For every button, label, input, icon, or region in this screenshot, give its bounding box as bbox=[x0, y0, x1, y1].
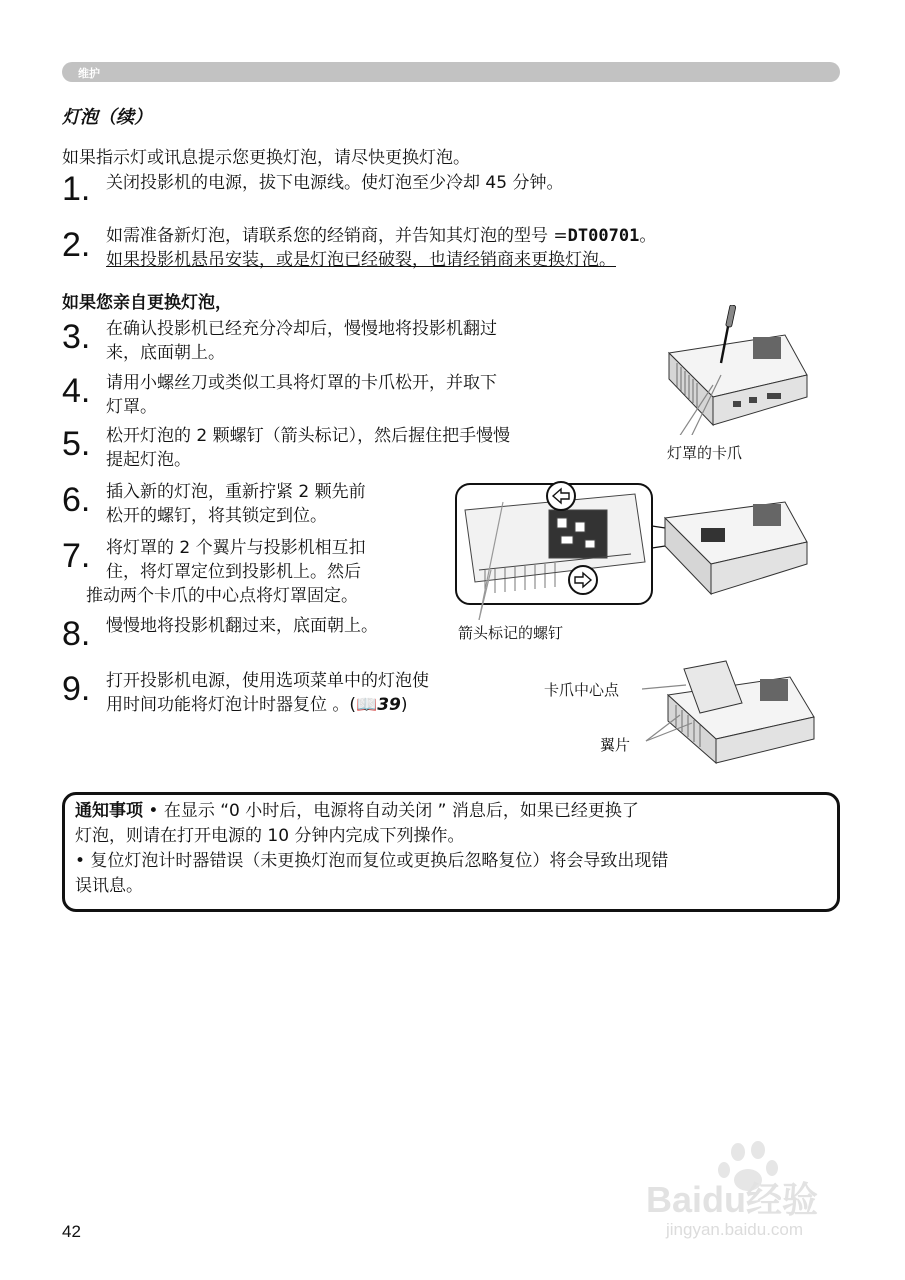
step-6-line2: 松开的螺钉，将其锁定到位。 bbox=[106, 506, 327, 526]
watermark-brand: Baidu经验 bbox=[646, 1179, 819, 1220]
notice-title: 通知事项 bbox=[75, 801, 143, 821]
self-replace-subhead: 如果您亲自更换灯泡， bbox=[62, 293, 232, 313]
step-1-text: 关闭投影机的电源，拔下电源线。使灯泡至少冷却 45 分钟。 bbox=[106, 173, 564, 193]
step-6-line1: 插入新的灯泡，重新拧紧 2 颗先前 bbox=[106, 482, 366, 502]
step-2-number: 2. bbox=[62, 226, 91, 264]
step-5-number: 5. bbox=[62, 425, 91, 463]
step-9-line1: 打开投影机电源，使用选项菜单中的灯泡使 bbox=[106, 671, 429, 691]
step-3-line2: 来，底面朝上。 bbox=[106, 343, 225, 363]
page-ref: 39 bbox=[377, 695, 401, 715]
book-icon: 📖 bbox=[356, 695, 378, 715]
step-4-number: 4. bbox=[62, 372, 91, 410]
caption-arrow-screws: 箭头标记的螺钉 bbox=[458, 624, 564, 642]
step-7-number: 7. bbox=[62, 537, 91, 575]
notice-line3: • 复位灯泡计时器错误（未更换灯泡而复位或更换后忽略复位）将会导致出现错 bbox=[75, 851, 669, 871]
notice-line1: 通知事项 • 在显示 “0 小时后，电源将自动关闭 ” 消息后，如果已经更换了 bbox=[75, 801, 639, 821]
section-header-bar bbox=[62, 62, 840, 82]
step-7-line1: 将灯罩的 2 个翼片与投影机相互扣 bbox=[106, 538, 366, 558]
step-8-text: 慢慢地将投影机翻过来，底面朝上。 bbox=[106, 616, 378, 636]
section-title: 灯泡（续） bbox=[62, 107, 152, 128]
step-1-number: 1. bbox=[62, 170, 91, 208]
caption-claw-center: 卡爪中心点 bbox=[544, 681, 620, 699]
step-6-number: 6. bbox=[62, 481, 91, 519]
step-7-line2: 住，将灯罩定位到投影机上。然后 bbox=[106, 562, 361, 582]
step-5-line1: 松开灯泡的 2 颗螺钉（箭头标记），然后握住把手慢慢 bbox=[106, 426, 511, 446]
step-9-number: 9. bbox=[62, 670, 91, 708]
lamp-screws-detail-illustration bbox=[455, 470, 815, 620]
notice-line4: 误讯息。 bbox=[75, 876, 143, 896]
step-4-line1: 请用小螺丝刀或类似工具将灯罩的卡爪松开，并取下 bbox=[106, 373, 497, 393]
caption-lamp-cover-claw: 灯罩的卡爪 bbox=[667, 444, 743, 462]
step-9-line2: 用时间功能将灯泡计时器复位 。(📖39) bbox=[106, 695, 408, 715]
step-2-line1: 如需准备新灯泡，请联系您的经销商，并告知其灯泡的型号 =DT00701。 bbox=[106, 226, 657, 246]
step-4-line2: 灯罩。 bbox=[106, 397, 157, 417]
lamp-model: DT00701 bbox=[567, 226, 640, 246]
intro-text: 如果指示灯或讯息提示您更换灯泡，请尽快更换灯泡。 bbox=[62, 148, 470, 168]
step-7-line3: 推动两个卡爪的中心点将灯罩固定。 bbox=[86, 586, 358, 606]
lamp-cover-reattach-illustration bbox=[640, 655, 820, 765]
projector-screwdriver-illustration bbox=[655, 305, 815, 435]
notice-line2: 灯泡，则请在打开电源的 10 分钟内完成下列操作。 bbox=[75, 826, 465, 846]
watermark-url: jingyan.baidu.com bbox=[666, 1220, 804, 1239]
step-8-number: 8. bbox=[62, 615, 91, 653]
page-number: 42 bbox=[62, 1222, 81, 1241]
notice-box bbox=[62, 792, 840, 912]
caption-tabs: 翼片 bbox=[600, 736, 631, 754]
step-5-line2: 提起灯泡。 bbox=[106, 450, 191, 470]
step-3-line1: 在确认投影机已经充分冷却后，慢慢地将投影机翻过 bbox=[106, 319, 497, 339]
step-2-line2: 如果投影机悬吊安装，或是灯泡已经破裂，也请经销商来更换灯泡。 bbox=[106, 250, 616, 270]
section-header-label: 维护 bbox=[78, 67, 100, 80]
baidu-watermark bbox=[640, 1140, 850, 1250]
step-3-number: 3. bbox=[62, 318, 91, 356]
